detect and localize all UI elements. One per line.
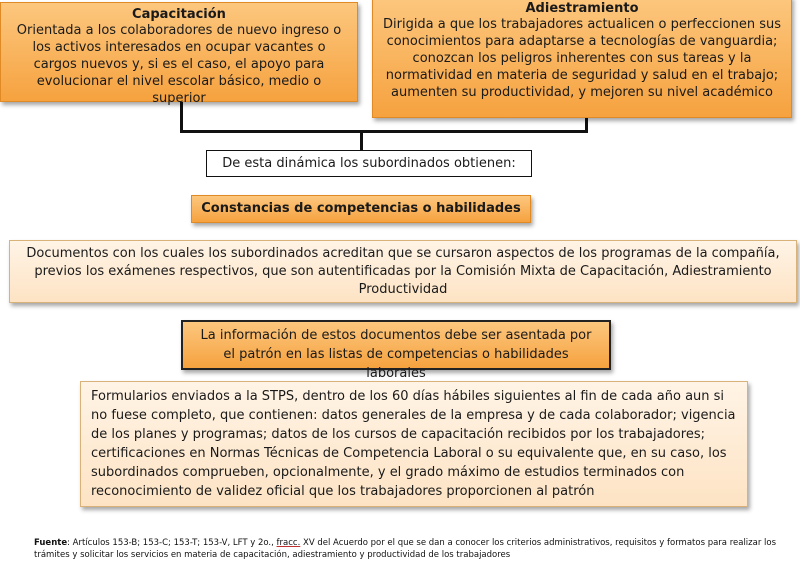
informacion-text: La información de estos documentos debe ser asentada por el patrón en las listas de competencias o habilidades laborales — [200, 328, 592, 381]
constancias-text: Constancias de competencias o habilidades — [201, 201, 521, 216]
formularios-box — [80, 381, 748, 507]
connector-center-vertical — [360, 132, 363, 150]
capacitacion-box — [0, 2, 358, 106]
constancias-box — [191, 195, 531, 223]
adiestramiento-box — [372, 0, 792, 118]
connector-horizontal — [180, 130, 588, 133]
formularios-text: Formularios enviados a la STPS, dentro de los 60 días hábiles siguientes al fin de cada año aun si no fuese completo, que contienen: datos generales de la empresa y de cada colaborador; vigencia de los planes y programas; datos de los cursos de capacitación recibidos por los trabajadores; certificaciones en Normas Técnicas de Competencia Laboral o su equivalente que, en su caso, los subordinados comprueben, opcionalmente, y el grado máximo de estudios terminados con reconocimiento de validez oficial que los trabajadores proporcionen al patrón — [91, 389, 736, 499]
footer-fracc: fracc. — [276, 538, 301, 548]
source-footnote — [34, 537, 779, 561]
footer-part1: : Artículos 153-B; 153-C; 153-T; 153-V, LFT y 2o., — [67, 538, 277, 548]
informacion-box — [181, 320, 611, 381]
footer-part2: XV del Acuerdo por el que se dan a conocer los criterios administrativos, requisitos y formatos para realizar los trámites y solicitar los servicios en materia de capacitación, adiestramiento y productividad de los trabajadores — [34, 538, 777, 560]
capacitacion-title: Capacitación — [132, 7, 226, 22]
adiestramiento-title: Adiestramiento — [525, 1, 639, 16]
footer-label: Fuente — [34, 538, 68, 548]
adiestramiento-text: Dirigida a que los trabajadores actualicen o perfeccionen sus conocimientos para adaptarse a tecnologías de vanguardia; conozcan los peligros inherentes con sus tareas y la normatividad en materia de seguridad y salud en el trabajo; aumenten su productividad, y mejoren su nivel académico — [382, 17, 782, 100]
documentos-text: Documentos con los cuales los subordinados acreditan que se cursaron aspectos de los programas de la compañía, previos los exámenes respectivos, que son autentificadas por la Comisión Mixta de Capacitación, Adiestramiento Productividad — [26, 246, 780, 297]
documentos-box — [9, 240, 797, 303]
dinamica-text: De esta dinámica los subordinados obtienen: — [222, 156, 516, 171]
capacitacion-text: Orientada a los colaboradores de nuevo ingreso o los activos interesados en ocupar vacantes o cargos nuevos y, si es el caso, el apoyo para evolucionar el nivel escolar básico, medio o superior — [16, 23, 342, 106]
dinamica-box — [206, 150, 532, 177]
